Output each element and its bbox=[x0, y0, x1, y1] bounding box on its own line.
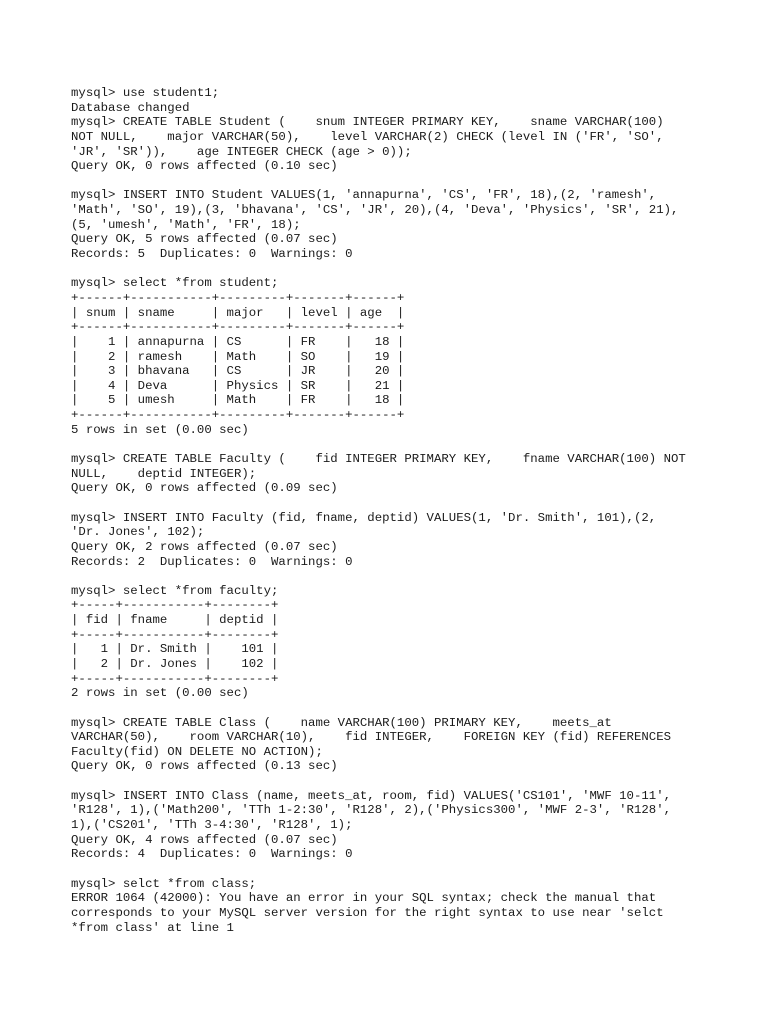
transcript-line: | 3 | bhavana | CS | JR | 20 | bbox=[71, 364, 405, 379]
transcript-line: (5, 'umesh', 'Math', 'FR', 18); bbox=[71, 217, 301, 232]
transcript-line: *from class' at line 1 bbox=[71, 920, 234, 935]
transcript-line: Records: 5 Duplicates: 0 Warnings: 0 bbox=[71, 247, 353, 262]
transcript-line: Records: 2 Duplicates: 0 Warnings: 0 bbox=[71, 554, 353, 569]
transcript-line: | snum | sname | major | level | age | bbox=[71, 305, 405, 320]
transcript-line: mysql> INSERT INTO Student VALUES(1, 'annapurna', 'CS', 'FR', 18),(2, 'ramesh', bbox=[71, 188, 657, 203]
transcript-line: mysql> INSERT INTO Faculty (fid, fname, deptid) VALUES(1, 'Dr. Smith', 101),(2, bbox=[71, 510, 657, 525]
transcript-line: Query OK, 0 rows affected (0.13 sec) bbox=[71, 759, 338, 774]
transcript-line: +------+-----------+---------+-------+------+ bbox=[71, 290, 405, 305]
transcript-line: mysql> CREATE TABLE Class ( name VARCHAR(100) PRIMARY KEY, meets_at bbox=[71, 715, 612, 730]
transcript-line: mysql> INSERT INTO Class (name, meets_at, room, fid) VALUES('CS101', 'MWF 10-11', bbox=[71, 788, 672, 803]
transcript-line: +-----+-----------+--------+ bbox=[71, 598, 279, 613]
transcript-line: Records: 4 Duplicates: 0 Warnings: 0 bbox=[71, 847, 353, 862]
transcript-line: +------+-----------+---------+-------+------+ bbox=[71, 320, 405, 335]
select-student-block bbox=[71, 276, 751, 437]
transcript-line: 'Dr. Jones', 102); bbox=[71, 525, 205, 540]
transcript-line: 5 rows in set (0.00 sec) bbox=[71, 422, 249, 437]
transcript-line: Query OK, 0 rows affected (0.10 sec) bbox=[71, 159, 338, 174]
insert-faculty-block bbox=[71, 511, 751, 570]
transcript-line: | 1 | annapurna | CS | FR | 18 | bbox=[71, 334, 405, 349]
transcript-line: Faculty(fid) ON DELETE NO ACTION); bbox=[71, 744, 323, 759]
transcript-line: mysql> CREATE TABLE Faculty ( fid INTEGER PRIMARY KEY, fname VARCHAR(100) NOT bbox=[71, 452, 686, 467]
use-database-block bbox=[71, 86, 751, 174]
transcript-line: mysql> CREATE TABLE Student ( snum INTEGER PRIMARY KEY, sname VARCHAR(100) bbox=[71, 115, 664, 130]
transcript-line: 'R128', 1),('Math200', 'TTh 1-2:30', 'R128', 2),('Physics300', 'MWF 2-3', 'R128', bbox=[71, 803, 672, 818]
transcript-line: mysql> select *from student; bbox=[71, 276, 279, 291]
transcript-line: 'JR', 'SR')), age INTEGER CHECK (age > 0)); bbox=[71, 144, 412, 159]
transcript-line: mysql> select *from faculty; bbox=[71, 583, 279, 598]
select-class-error-block bbox=[71, 877, 751, 936]
transcript-line: | 2 | ramesh | Math | SO | 19 | bbox=[71, 349, 405, 364]
transcript-line: Query OK, 0 rows affected (0.09 sec) bbox=[71, 481, 338, 496]
transcript-line: VARCHAR(50), room VARCHAR(10), fid INTEGER, FOREIGN KEY (fid) REFERENCES bbox=[71, 730, 672, 745]
terminal-transcript bbox=[71, 86, 751, 950]
transcript-line: NULL, deptid INTEGER); bbox=[71, 466, 257, 481]
transcript-line: mysql> selct *from class; bbox=[71, 876, 257, 891]
transcript-line: NOT NULL, major VARCHAR(50), level VARCHAR(2) CHECK (level IN ('FR', 'SO', bbox=[71, 129, 664, 144]
transcript-line: | 5 | umesh | Math | FR | 18 | bbox=[71, 393, 405, 408]
transcript-line: +-----+-----------+--------+ bbox=[71, 627, 279, 642]
insert-student-block bbox=[71, 188, 751, 261]
transcript-line: +-----+-----------+--------+ bbox=[71, 671, 279, 686]
transcript-line: | 1 | Dr. Smith | 101 | bbox=[71, 642, 279, 657]
transcript-line: | fid | fname | deptid | bbox=[71, 613, 279, 628]
create-faculty-block bbox=[71, 452, 751, 496]
transcript-line: 1),('CS201', 'TTh 3-4:30', 'R128', 1); bbox=[71, 818, 353, 833]
insert-class-block bbox=[71, 789, 751, 862]
transcript-line: Query OK, 2 rows affected (0.07 sec) bbox=[71, 539, 338, 554]
transcript-line: mysql> use student1; bbox=[71, 86, 220, 100]
create-class-block bbox=[71, 716, 751, 775]
transcript-line: Database changed bbox=[71, 100, 190, 115]
transcript-line: | 2 | Dr. Jones | 102 | bbox=[71, 656, 279, 671]
transcript-line: | 4 | Deva | Physics | SR | 21 | bbox=[71, 378, 405, 393]
transcript-line: +------+-----------+---------+-------+------+ bbox=[71, 408, 405, 423]
transcript-line: corresponds to your MySQL server version for the right syntax to use near 'selct bbox=[71, 905, 664, 920]
transcript-line: 'Math', 'SO', 19),(3, 'bhavana', 'CS', 'JR', 20),(4, 'Deva', 'Physics', 'SR', 21), bbox=[71, 203, 679, 218]
transcript-line: ERROR 1064 (42000): You have an error in your SQL syntax; check the manual that bbox=[71, 891, 657, 906]
transcript-line: 2 rows in set (0.00 sec) bbox=[71, 686, 249, 701]
transcript-line: Query OK, 4 rows affected (0.07 sec) bbox=[71, 832, 338, 847]
select-faculty-block bbox=[71, 584, 751, 701]
transcript-line: Query OK, 5 rows affected (0.07 sec) bbox=[71, 232, 338, 247]
